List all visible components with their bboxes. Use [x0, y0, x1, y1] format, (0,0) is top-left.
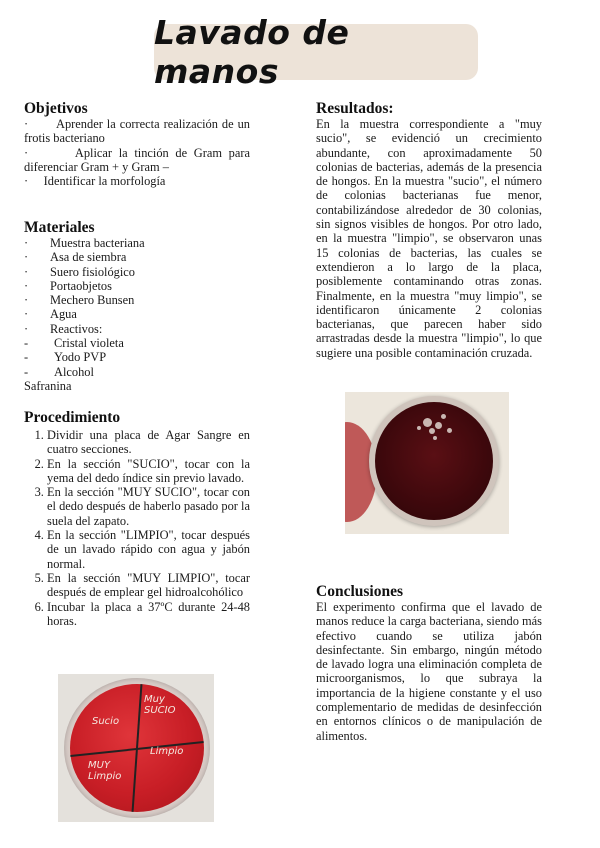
materiales-section [24, 219, 250, 393]
list-item: 6. Incubar la placa a 37ºC durante 24-48 horas. [47, 600, 250, 629]
plate-label-muy-limpio: MUY Limpio [88, 760, 122, 782]
title-banner [154, 13, 478, 91]
list-item: 5. En la sección "MUY LIMPIO", tocar después de emplear gel hidroalcohólico [47, 571, 250, 600]
agar-plate-photo [58, 674, 214, 822]
list-item: · Suero fisiológico [24, 264, 136, 279]
list-item: · Reactivos: [24, 321, 103, 336]
colony [441, 414, 446, 419]
list-item: · Aplicar la tinción de Gram para diferenciar Gram + y Gram – [24, 145, 250, 174]
colony [435, 422, 442, 429]
resultados-section [316, 100, 542, 360]
colony [417, 426, 421, 430]
list-item: 3. En la sección "MUY SUCIO", tocar con el dedo después de haberlo pasado por la suela del zapato. [47, 485, 250, 528]
procedimiento-section [24, 409, 250, 628]
list-item: 4. En la sección "LIMPIO", tocar después de un lavado rápido con agua y jabón normal. [47, 528, 250, 571]
conclusiones-text: El experimento confirma que el lavado de manos reduce la carga bacteriana, siendo más efectivo cuando se utiliza jabón desinfectante. Sin embargo, ningún método de lavado logra una eliminación completa de microorganismos, lo que subraya la importancia de la higiene constante y el uso complementario de medidas de desinfección en entornos clínicos o de manipulación de alimentos. [316, 600, 542, 743]
list-item: · Mechero Bunsen [24, 293, 135, 308]
colony [429, 428, 435, 434]
list-item: - Yodo PVP [24, 350, 107, 365]
conclusiones-section [316, 583, 542, 743]
objetivos-list [24, 117, 250, 188]
list-item: · Aprender la correcta realización de un frotis bacteriano [24, 117, 250, 146]
conclusiones-heading: Conclusiones [316, 583, 403, 600]
colony [433, 436, 437, 440]
page-title: Lavado de manos [154, 13, 350, 91]
materiales-list [24, 236, 250, 393]
list-item: · Portaobjetos [24, 278, 112, 293]
colony [447, 428, 452, 433]
list-item: Safranina [24, 378, 72, 393]
objetivos-heading: Objetivos [24, 100, 88, 117]
list-item: · Agua [24, 307, 77, 322]
plate-label-muy-sucio: Muy SUCIO [144, 694, 176, 716]
colony [423, 418, 432, 427]
procedimiento-list [24, 428, 250, 628]
list-item: - Cristal violeta [24, 336, 124, 351]
materiales-heading: Materiales [24, 219, 95, 236]
objetivos-section [24, 100, 250, 188]
dark-agar [375, 402, 493, 520]
colonies-photo [345, 392, 509, 534]
list-item: 1. Dividir una placa de Agar Sangre en cuatro secciones. [47, 428, 250, 457]
list-item: · Asa de siembra [24, 250, 127, 265]
plate-label-sucio: Sucio [92, 716, 120, 727]
list-item: 2. En la sección "SUCIO", tocar con la yema del dedo índice sin previo lavado. [47, 457, 250, 486]
plate-label-limpio: Limpio [150, 746, 184, 757]
list-item: - Alcohol [24, 364, 94, 379]
list-item: · Identificar la morfología [24, 174, 166, 189]
resultados-text: En la muestra correspondiente a "muy sucio", se evidenció un crecimiento abundante, con aproximadamente 50 colonias de bacterias, además de la presencia de hongos. En la muestra "sucio", el número de colonias bacterianas fue menor, contabilizándose alrededor de 30 colonias, sin signos visibles de hongos. Por otro lado, en la muestra "limpio", se observaron unas 15 colonias de bacterias, las cuales se extendieron a lo largo de la placa, posiblemente contaminando otras zonas. Finalmente, en la muestra "muy limpio", se identificaron únicamente 2 colonias bacterianas, que parecen haber sido arrastradas desde la muestra "limpio", lo que sugiere una posible contaminación cruzada. [316, 117, 542, 360]
list-item: · Muestra bacteriana [24, 236, 145, 250]
procedimiento-heading: Procedimiento [24, 409, 121, 426]
resultados-heading: Resultados: [316, 100, 394, 117]
